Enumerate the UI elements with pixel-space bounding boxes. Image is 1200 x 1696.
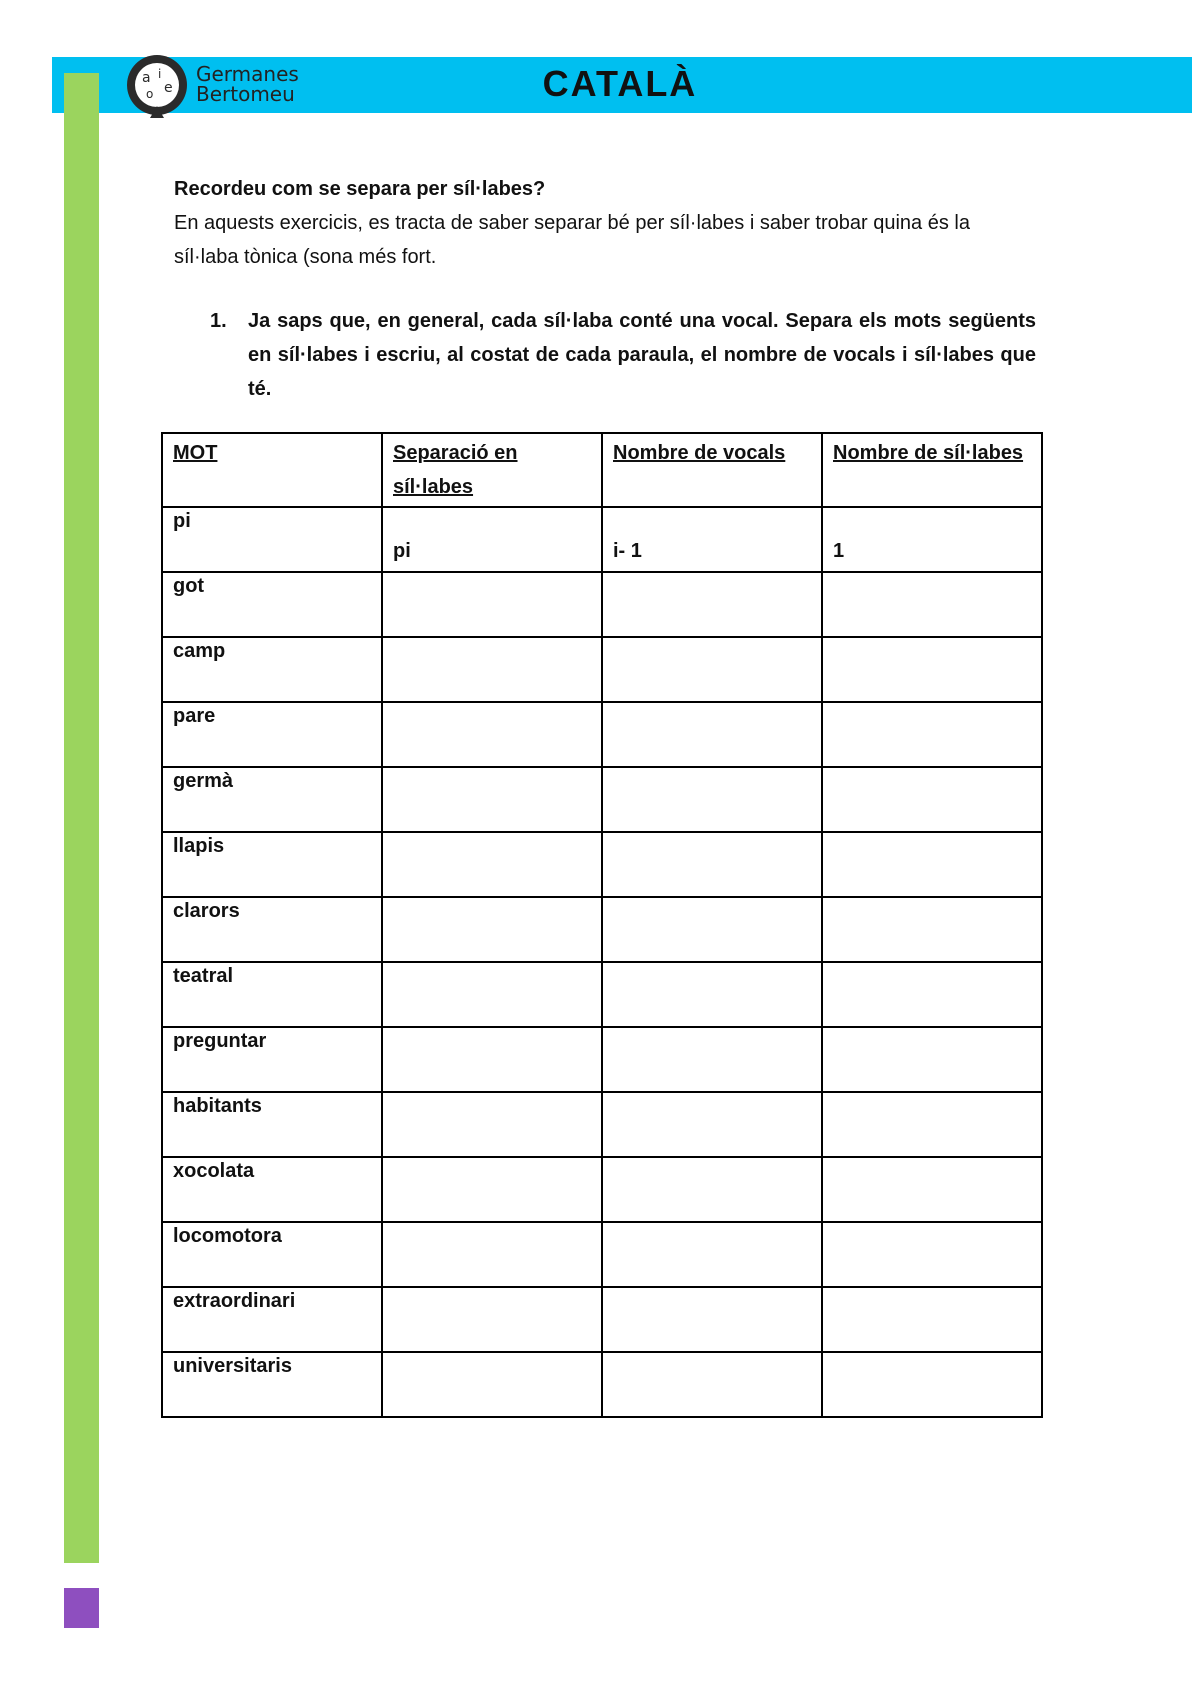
word-cell: xocolata — [162, 1157, 382, 1222]
header-separation: Separació en síl·labes — [382, 433, 602, 507]
intro-text: En aquests exercicis, es tracta de saber separar bé per síl·labes i saber trobar quina és la síl·laba tònica (sona més fort. — [174, 212, 970, 268]
table-row — [162, 767, 1042, 832]
vowels-answer-cell[interactable] — [602, 1092, 822, 1157]
syllables-answer-cell[interactable] — [822, 1222, 1042, 1287]
table-row — [162, 572, 1042, 637]
syllables-answer-cell[interactable] — [822, 767, 1042, 832]
syllables-answer-cell[interactable] — [822, 702, 1042, 767]
page-title: CATALÀ — [542, 63, 698, 104]
table-row — [162, 1092, 1042, 1157]
syllables-answer-cell[interactable] — [822, 1352, 1042, 1417]
separation-answer-cell[interactable] — [382, 572, 602, 637]
exercise-instructions: Ja saps que, en general, cada síl·laba conté una vocal. Separa els mots següents en síl·labes i escriu, al costat de cada paraula, el nombre de vocals i síl·labes que té. — [248, 310, 1036, 400]
table-row — [162, 832, 1042, 897]
worksheet-content — [174, 172, 1036, 406]
logo-line-1: Germanes — [196, 62, 299, 86]
word-cell: locomotora — [162, 1222, 382, 1287]
vowels-answer-cell[interactable] — [602, 1157, 822, 1222]
separation-answer-cell[interactable] — [382, 767, 602, 832]
separation-answer-cell[interactable] — [382, 962, 602, 1027]
svg-text:o: o — [146, 87, 154, 101]
vowels-answer-cell[interactable] — [602, 767, 822, 832]
syllables-answer-cell[interactable] — [822, 1287, 1042, 1352]
word-cell: germà — [162, 767, 382, 832]
svg-text:i: i — [158, 67, 162, 81]
syllables-answer-cell[interactable] — [822, 832, 1042, 897]
example-vowels: i- 1 — [602, 507, 822, 572]
word-cell: llapis — [162, 832, 382, 897]
syllables-answer-cell[interactable] — [822, 1027, 1042, 1092]
exercise-number: 1. — [210, 310, 227, 332]
syllables-answer-cell[interactable] — [822, 1157, 1042, 1222]
separation-answer-cell[interactable] — [382, 897, 602, 962]
vowels-answer-cell[interactable] — [602, 1352, 822, 1417]
separation-answer-cell[interactable] — [382, 1092, 602, 1157]
vowels-answer-cell[interactable] — [602, 897, 822, 962]
intro-question: Recordeu com se separa per síl·labes? — [174, 178, 546, 200]
separation-answer-cell[interactable] — [382, 1287, 602, 1352]
separation-answer-cell[interactable] — [382, 1027, 602, 1092]
table-row — [162, 1157, 1042, 1222]
example-syllables: 1 — [822, 507, 1042, 572]
word-cell: camp — [162, 637, 382, 702]
separation-answer-cell[interactable] — [382, 702, 602, 767]
word-cell: extraordinari — [162, 1287, 382, 1352]
vowels-answer-cell[interactable] — [602, 572, 822, 637]
exercise-1 — [210, 304, 1036, 406]
side-accent-bar — [64, 73, 99, 1563]
separation-answer-cell[interactable] — [382, 1157, 602, 1222]
word-cell: preguntar — [162, 1027, 382, 1092]
vowels-answer-cell[interactable] — [602, 702, 822, 767]
table-row — [162, 637, 1042, 702]
syllables-table — [161, 432, 1043, 1418]
separation-answer-cell[interactable] — [382, 832, 602, 897]
vowels-answer-cell[interactable] — [602, 832, 822, 897]
separation-answer-cell[interactable] — [382, 1222, 602, 1287]
svg-text:e: e — [164, 80, 173, 96]
table-row — [162, 962, 1042, 1027]
syllables-answer-cell[interactable] — [822, 1092, 1042, 1157]
syllables-answer-cell[interactable] — [822, 897, 1042, 962]
table-row — [162, 702, 1042, 767]
word-cell: universitaris — [162, 1352, 382, 1417]
footer-accent-square — [64, 1588, 99, 1628]
syllables-answer-cell[interactable] — [822, 637, 1042, 702]
syllables-answer-cell[interactable] — [822, 572, 1042, 637]
word-cell: teatral — [162, 962, 382, 1027]
word-cell: habitants — [162, 1092, 382, 1157]
table-row — [162, 1352, 1042, 1417]
header-syllables: Nombre de síl·labes — [822, 433, 1042, 507]
example-row — [162, 507, 1042, 572]
example-separation: pi — [382, 507, 602, 572]
separation-answer-cell[interactable] — [382, 1352, 602, 1417]
svg-text:a: a — [142, 70, 151, 86]
word-cell: pare — [162, 702, 382, 767]
header-vowels: Nombre de vocals — [602, 433, 822, 507]
vowels-answer-cell[interactable] — [602, 637, 822, 702]
word-cell: got — [162, 572, 382, 637]
example-word: pi — [162, 507, 382, 572]
syllables-answer-cell[interactable] — [822, 962, 1042, 1027]
table-row — [162, 897, 1042, 962]
table-row — [162, 1027, 1042, 1092]
logo-line-2: Bertomeu — [196, 82, 295, 106]
vowels-answer-cell[interactable] — [602, 1222, 822, 1287]
table-row — [162, 1287, 1042, 1352]
table-header-row — [162, 433, 1042, 507]
header-mot: MOT — [162, 433, 382, 507]
vowels-answer-cell[interactable] — [602, 1027, 822, 1092]
word-cell: clarors — [162, 897, 382, 962]
table-row — [162, 1222, 1042, 1287]
separation-answer-cell[interactable] — [382, 637, 602, 702]
vowels-answer-cell[interactable] — [602, 1287, 822, 1352]
vowels-answer-cell[interactable] — [602, 962, 822, 1027]
